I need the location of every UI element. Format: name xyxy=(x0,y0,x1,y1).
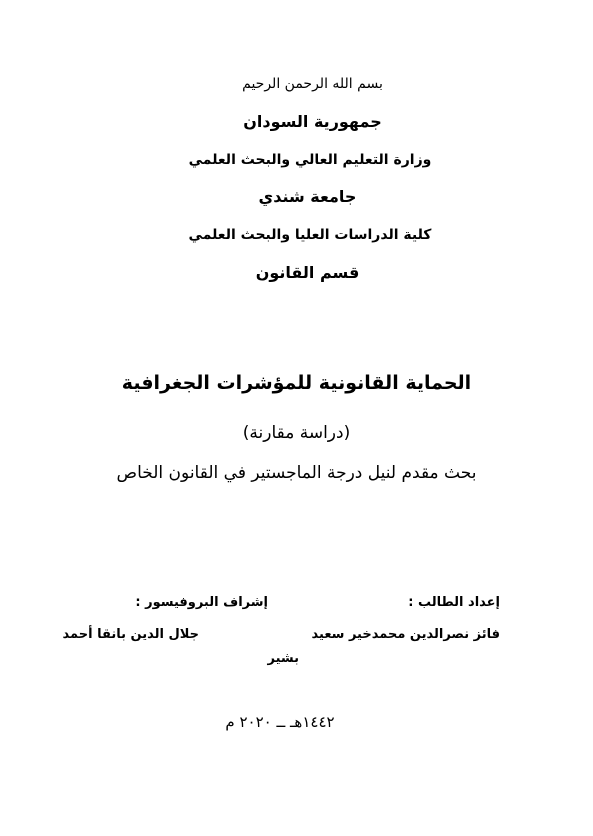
supervisor-name: جلال الدين بانقا أحمد xyxy=(62,627,199,642)
college-name: كلية الدراسات العليا والبحث العلمي xyxy=(188,227,432,243)
basmala: بسم الله الرحمن الرحيم xyxy=(242,76,383,92)
ministry-name: وزارة التعليم العالي والبحث العلمي xyxy=(188,152,432,168)
thesis-subtitle: (دراسة مقارنة) xyxy=(242,423,351,443)
thesis-title: الحماية القانونية للمؤشرات الجغرافية xyxy=(121,372,472,394)
republic-name: جمهورية السودان xyxy=(243,112,382,131)
university-name: جامعة شندي xyxy=(258,187,357,206)
student-name: فائز نصرالدين محمدخير سعيد xyxy=(311,627,500,642)
student-name-continued: بشير xyxy=(267,651,299,666)
supervisor-label: إشراف البروفيسور : xyxy=(135,595,268,610)
student-label: إعداد الطالب : xyxy=(408,595,500,610)
date: ١٤٤٢هـ ــ ٢٠٢٠ م xyxy=(225,713,335,731)
thesis-purpose: بحث مقدم لنيل درجة الماجستير في القانون الخاص xyxy=(116,463,477,483)
department-name: قسم القانون xyxy=(255,263,360,282)
